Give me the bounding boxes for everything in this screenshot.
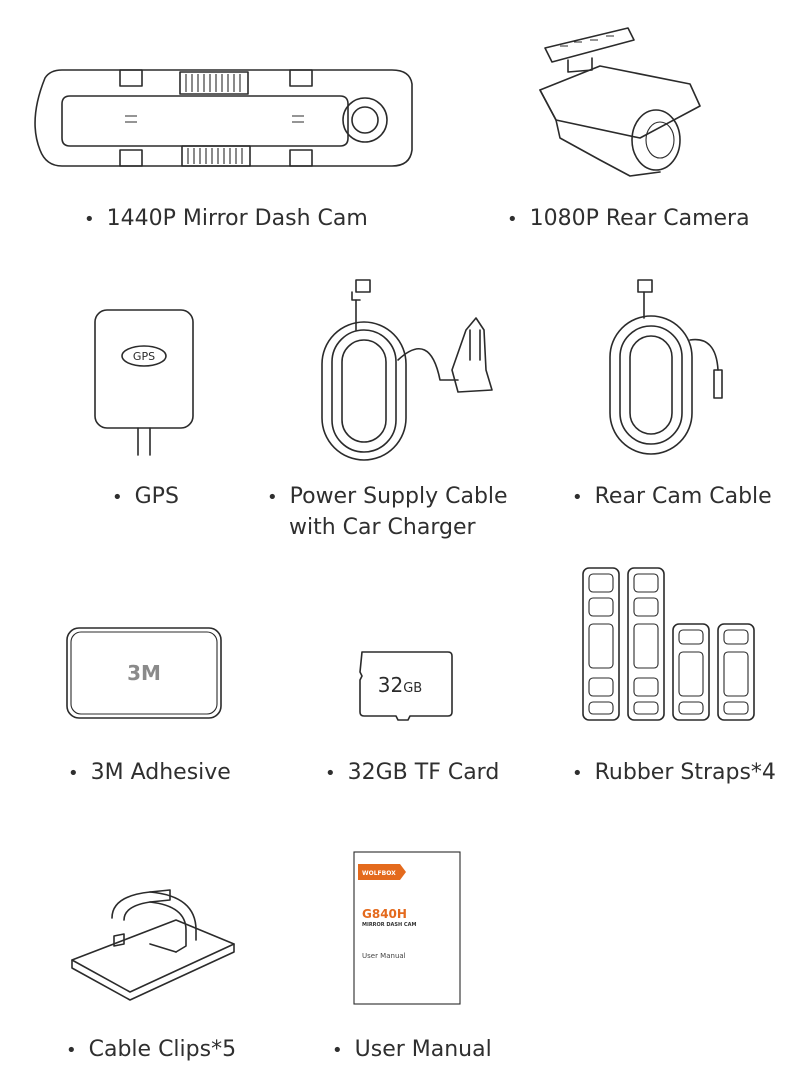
manual-title: User Manual xyxy=(362,952,406,960)
manual-subtitle: MIRROR DASH CAM xyxy=(362,922,417,928)
bullet: • xyxy=(325,763,336,784)
caption-label: User Manual xyxy=(354,1037,492,1062)
manual-model: G840H xyxy=(362,907,407,921)
caption-label: Cable Clips*5 xyxy=(88,1037,237,1062)
adhesive-icon-text: 3M xyxy=(127,661,161,685)
bullet: • xyxy=(84,209,95,230)
bullet: • xyxy=(112,487,123,508)
gps-icon-text: GPS xyxy=(132,350,156,363)
caption-label: GPS xyxy=(134,484,179,509)
bullet: • xyxy=(507,209,518,230)
user-manual-caption xyxy=(332,1035,492,1066)
bullet: • xyxy=(572,487,583,508)
bullet: • xyxy=(68,763,79,784)
bullet: • xyxy=(572,763,583,784)
bullet: • xyxy=(267,487,278,508)
tf-card-unit: GB xyxy=(403,681,423,696)
caption-label-line2: with Car Charger xyxy=(289,515,476,540)
bullet: • xyxy=(332,1040,343,1061)
tf-card-size: 32 xyxy=(377,673,404,697)
bullet: • xyxy=(66,1040,77,1061)
caption-label: Power Supply Cable xyxy=(289,484,508,509)
caption-label: 1080P Rear Camera xyxy=(529,206,750,231)
caption-label: 32GB TF Card xyxy=(347,760,500,785)
manual-brand: WOLFBOX xyxy=(362,870,396,877)
caption-label: 1440P Mirror Dash Cam xyxy=(106,206,368,231)
caption-label: Rubber Straps*4 xyxy=(594,760,776,785)
caption-label: Rear Cam Cable xyxy=(594,484,772,509)
caption-label: 3M Adhesive xyxy=(90,760,231,785)
